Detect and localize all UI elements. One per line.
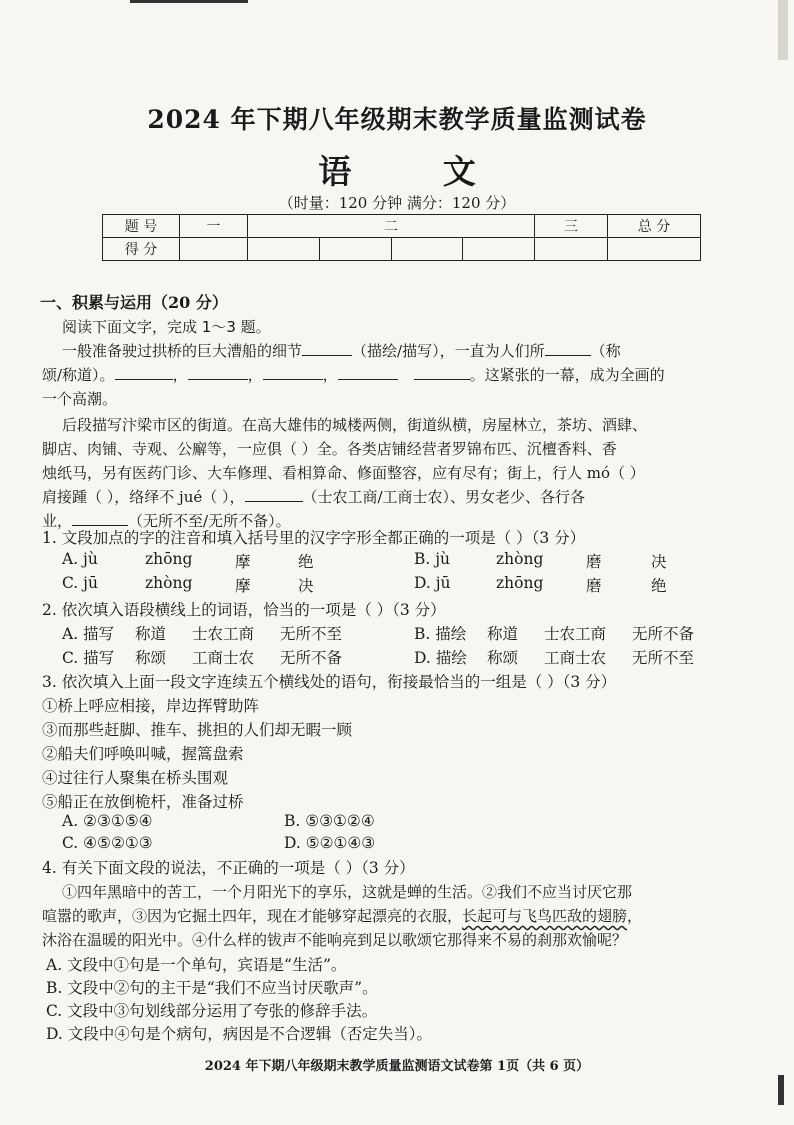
score-cell-label: 题 号 — [103, 215, 180, 238]
blank-5[interactable] — [263, 379, 323, 380]
blank-7[interactable] — [414, 379, 470, 380]
passage-line-6: 烛纸马，另有医药门诊、大车修理、看相算命、修面整容，应有尽有；街上，行人 mó（ ） — [42, 464, 645, 482]
score-input-part2a[interactable] — [248, 238, 320, 261]
q3-sentence-2: ②船夫们呼唤叫喊，握篙盘索 — [42, 745, 244, 763]
passage-line-3: 一个高潮。 — [42, 390, 118, 408]
q3-option-d[interactable]: D. ⑤②①④③ — [284, 834, 376, 852]
passage-line-7: 肩接踵（ ），络绎不 jué（ ）， （士农工商/工商士农）、男女老少、各行各 — [42, 488, 586, 506]
q3-sentence-4: ④过往行人聚集在桥头围观 — [42, 769, 229, 787]
score-table-score-row — [103, 238, 701, 261]
q4-passage-line-2: 喧嚣的歌声，③因为它掘土四年，现在才能够穿起漂亮的衣服，长起可与飞鸟匹敌的翅膀， — [42, 907, 643, 925]
passage-line-2: 颂/称道）。 ， ， ， 。这紧张的一幕，成为全画的 — [42, 366, 665, 384]
score-row-label: 得 分 — [103, 238, 180, 261]
q2-stem: 2. 依次填入语段横线上的词语，恰当的一项是（ ）（3 分） — [42, 601, 446, 619]
q3-option-b[interactable]: B. ⑤③①②④ — [284, 812, 375, 830]
q3-sentence-1: ①桥上呼应相接，岸边挥臂助阵 — [42, 697, 260, 715]
q3-sentence-3: ③而那些赶脚、推车、挑担的人们却无暇一顾 — [42, 721, 353, 739]
q4-passage-line-3: 沐浴在温暖的阳光中。④什么样的钹声不能响亮到足以歌颂它那得来不易的刹那欢愉呢？ — [42, 931, 628, 949]
page-edge-mark — [778, 1075, 784, 1105]
score-cell-total: 总 分 — [608, 215, 701, 238]
section-heading: 一、积累与运用（20 分） — [40, 293, 228, 312]
blank-8[interactable] — [245, 501, 303, 502]
q3-option-a[interactable]: A. ②③①⑤④ — [62, 812, 153, 830]
exam-title: 2024 年下期八年级期末教学质量监测试卷 — [147, 105, 647, 134]
score-input-part3[interactable] — [535, 238, 608, 261]
q4-option-b[interactable]: B. 文段中②句的主干是“我们不应当讨厌歌声”。 — [46, 979, 378, 997]
blank-1[interactable] — [302, 355, 352, 356]
subject-title: 语 文 — [318, 152, 516, 191]
blank-4[interactable] — [188, 379, 248, 380]
blank-6[interactable] — [338, 379, 398, 380]
score-cell-part3: 三 — [535, 215, 608, 238]
q4-option-c[interactable]: C. 文段中③句划线部分运用了夸张的修辞手法。 — [46, 1002, 378, 1020]
score-input-total[interactable] — [608, 238, 701, 261]
q4-passage-line-1: ①四年黑暗中的苦工，一个月阳光下的享乐，这就是蝉的生活。②我们不应当讨厌它那 — [62, 883, 633, 901]
score-input-part2c[interactable] — [391, 238, 463, 261]
score-cell-part1: 一 — [180, 215, 248, 238]
time-score-info: （时量：120 分钟 满分：120 分） — [278, 194, 516, 212]
q4-underlined-phrase: 长起可与飞鸟匹敌的翅膀 — [462, 907, 628, 925]
score-input-part2b[interactable] — [319, 238, 391, 261]
q3-option-c[interactable]: C. ④⑤②①③ — [62, 834, 153, 852]
q3-sentence-5: ⑤船正在放倒桅杆，准备过桥 — [42, 793, 244, 811]
score-table — [102, 214, 701, 261]
passage-line-8: 业， （无所不至/无所不备）。 — [42, 512, 291, 530]
q4-stem: 4. 有关下面文段的说法，不正确的一项是（ ）（3 分） — [42, 859, 415, 877]
page-edge-shadow — [778, 0, 788, 60]
passage-line-4: 后段描写汴梁市区的街道。在高大雄伟的城楼两侧，街道纵横，房屋林立，茶坊、酒肆、 — [62, 416, 648, 434]
score-input-part2d[interactable] — [463, 238, 535, 261]
q4-option-a[interactable]: A. 文段中①句是一个单句，宾语是“生活”。 — [46, 956, 347, 974]
passage-line-5: 脚店、肉铺、寺观、公廨等，一应俱（ ）全。各类店铺经营者罗锦布匹、沉檀香料、香 — [42, 440, 617, 458]
blank-3[interactable] — [115, 379, 173, 380]
q3-stem: 3. 依次填入上面一段文字连续五个横线处的语句，衔接最恰当的一组是（ ）（3 分） — [42, 673, 617, 691]
top-edge-mark — [130, 0, 248, 3]
q4-option-d[interactable]: D. 文段中④句是个病句，病因是不合逻辑（否定失当）。 — [46, 1025, 432, 1043]
section-intro: 阅读下面文字，完成 1～3 题。 — [62, 318, 271, 336]
score-table-header-row — [103, 215, 701, 238]
page-footer: 2024 年下期八年级期末教学质量监测语文试卷第 1页（共 6 页） — [204, 1059, 590, 1074]
q1-stem: 1. 文段加点的字的注音和填入括号里的汉字字形全都正确的一项是（ ）（3 分） — [42, 529, 586, 547]
blank-2[interactable] — [545, 355, 591, 356]
score-cell-part2: 二 — [248, 215, 535, 238]
score-input-part1[interactable] — [180, 238, 248, 261]
passage-line-1: 一般准备驶过拱桥的巨大漕船的细节 （描绘/描写），一直为人们所 （称 — [62, 342, 621, 360]
